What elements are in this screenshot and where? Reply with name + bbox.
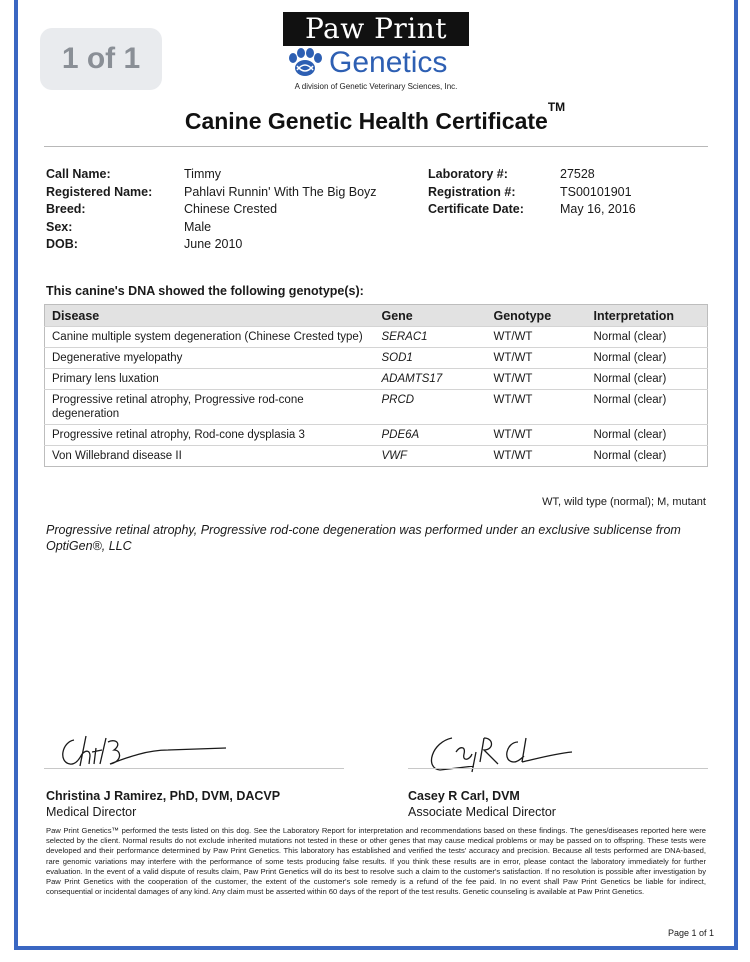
table-row: [45, 390, 708, 425]
disease-cell: Progressive retinal atrophy, Progressive rod-cone degeneration: [45, 390, 375, 425]
signer-role: Associate Medical Director: [408, 805, 556, 819]
table-row: [45, 446, 708, 467]
page-number: Page 1 of 1: [667, 928, 714, 938]
disease-cell: Degenerative myelopathy: [45, 348, 375, 369]
info-row-certificate-date: Certificate Date: May 16, 2016: [428, 201, 636, 219]
interpretation-cell: Normal (clear): [587, 390, 708, 425]
signer-name: Casey R Carl, DVM: [408, 789, 520, 803]
genotype-section-heading: This canine's DNA showed the following genotype(s):: [46, 284, 364, 298]
info-row-breed: Breed: Chinese Crested: [46, 201, 377, 219]
info-row-call-name: Call Name: Timmy: [46, 166, 377, 184]
logo-subtitle: A division of Genetic Veterinary Sciences, Inc.: [294, 82, 458, 91]
lab-info-right: [428, 166, 636, 219]
signature-carl: [422, 732, 592, 780]
disease-cell: Primary lens luxation: [45, 369, 375, 390]
signer-ramirez: [46, 788, 280, 820]
disease-cell: Von Willebrand disease II: [45, 446, 375, 467]
genotype-cell: WT/WT: [487, 446, 587, 467]
title-divider: [44, 146, 708, 147]
genotype-cell: WT/WT: [487, 390, 587, 425]
genotype-cell: WT/WT: [487, 369, 587, 390]
laboratory-number-value: 27528: [560, 167, 595, 181]
info-row-dob: DOB: June 2010: [46, 236, 377, 254]
genotype-table: [44, 304, 708, 467]
gene-cell: PDE6A: [375, 425, 487, 446]
registration-number-value: TS00101901: [560, 184, 632, 199]
table-header-row: [45, 305, 708, 327]
signature-ramirez: [56, 728, 236, 778]
gene-cell: PRCD: [375, 390, 487, 425]
genotype-cell: WT/WT: [487, 327, 587, 348]
interpretation-cell: Normal (clear): [587, 327, 708, 348]
legal-disclaimer: Paw Print Genetics™ performed the tests listed on this dog. See the Laboratory Report for interpretation and recommendations based on these findings. The genes/diseases reported here were selected by the client. Normal results do not exclude inherited mutations not tested in these or other genes that may cause medical problems or may be passed on to offspring. These tests were developed and their performance determined by Paw Print Genetics. This laboratory has established and verified the tests' accuracy and precision. Because all tests performed are DNA-based, rare genomic variations may interfere with the performance of some tests producing false results. If you think these results are in error, please contact the laboratory immediately for further evaluation. In the event of a valid dispute of results claim, Paw Print Genetics will do its best to resolve such a claim to the customer's satisfaction. If no resolution is possible after investigation by Paw Print Genetics with the cooperation of the customer, the extent of the customer's sole remedy is a refund of the fee paid. In no event shall Paw Print Genetics be liable for indirect, consequential or incidental damages of any kind. Any claim must be asserted within 60 days of the report of the test results. Genetic counseling is available at Paw Print Genetics.: [46, 826, 706, 897]
genotype-cell: WT/WT: [487, 348, 587, 369]
page-counter-badge: 1 of 1: [40, 28, 162, 90]
header-gene: Gene: [375, 305, 487, 327]
sublicense-note: Progressive retinal atrophy, Progressive rod-cone degeneration was performed under an exclusive sublicense from OptiGen®, LLC: [46, 523, 681, 553]
trademark-mark: TM: [547, 100, 566, 114]
disease-cell: Progressive retinal atrophy, Rod-cone dysplasia 3: [45, 425, 375, 446]
signature-line-right: [408, 768, 708, 769]
sex-value: Male: [184, 219, 212, 234]
logo-genetics-text: Genetics: [329, 46, 448, 79]
disease-cell: Canine multiple system degeneration (Chinese Crested type): [45, 327, 375, 348]
logo-top-text: Paw Print: [283, 12, 469, 46]
info-row-registered-name: Registered Name: Pahlavi Runnin' With The Big Boyz: [46, 184, 377, 202]
paw-icon: [283, 46, 327, 80]
interpretation-cell: Normal (clear): [587, 348, 708, 369]
gene-cell: SERAC1: [375, 327, 487, 348]
header-interpretation: Interpretation: [587, 305, 708, 327]
dog-info-left: [46, 166, 377, 254]
dob-value: June 2010: [184, 237, 243, 252]
table-row: [45, 425, 708, 446]
call-name-value: Timmy: [184, 167, 222, 181]
info-row-laboratory: Laboratory #: 27528: [428, 166, 636, 184]
genotype-cell: WT/WT: [487, 425, 587, 446]
gene-cell: ADAMTS17: [375, 369, 487, 390]
signer-carl: [408, 788, 556, 820]
info-row-registration: Registration #: TS00101901: [428, 184, 636, 202]
gene-cell: SOD1: [375, 348, 487, 369]
certificate-title: Canine Genetic Health Certificate™: [184, 100, 566, 134]
table-row: [45, 348, 708, 369]
table-row: [45, 327, 708, 348]
genotype-legend: WT, wild type (normal); M, mutant: [542, 496, 706, 508]
breed-value: Chinese Crested: [184, 202, 278, 217]
info-row-sex: Sex: Male: [46, 219, 377, 237]
header-genotype: Genotype: [487, 305, 587, 327]
paw-print-genetics-logo: [283, 12, 469, 96]
signature-line-left: [44, 768, 344, 769]
registered-name-value: Pahlavi Runnin' With The Big Boyz: [184, 184, 377, 199]
interpretation-cell: Normal (clear): [587, 425, 708, 446]
certificate-date-value: May 16, 2016: [560, 202, 636, 217]
interpretation-cell: Normal (clear): [587, 446, 708, 467]
interpretation-cell: Normal (clear): [587, 369, 708, 390]
signer-role: Medical Director: [46, 805, 137, 819]
gene-cell: VWF: [375, 446, 487, 467]
table-row: [45, 369, 708, 390]
header-disease: Disease: [45, 305, 375, 327]
signer-name: Christina J Ramirez, PhD, DVM, DACVP: [46, 789, 281, 803]
